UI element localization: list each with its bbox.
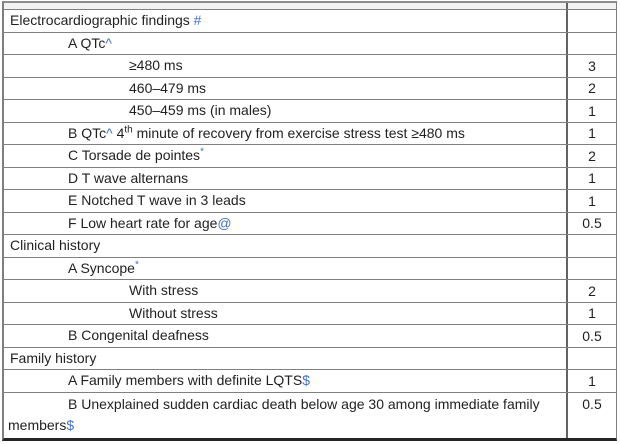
footnote-symbol: * [134,259,139,271]
score-cell [566,348,616,370]
criterion-label [4,100,566,121]
criterion-label [4,348,566,369]
table-row [4,33,616,56]
label-text: E Notched T wave in 3 leads [68,192,246,209]
criterion-label [4,145,566,166]
score-cell: 1 [566,370,616,392]
table-row [4,10,616,33]
criterion-label [4,123,566,144]
table-row [4,78,616,101]
partial-score-cell [566,3,616,9]
footnote-symbol: # [193,12,202,29]
score-cell: 0.5 [566,213,616,235]
table-row [4,190,616,213]
table-row [4,325,616,348]
table-row [4,100,616,123]
label-text: ≥480 ms [129,57,183,74]
label-text: B Congenital deafness [68,327,209,344]
label-text: A QTc [68,34,106,51]
footnote-symbol: ^ [105,34,112,51]
criterion-label [4,393,566,436]
table-row [4,258,616,281]
label-text: B QTc [68,124,107,141]
score-cell [566,33,616,55]
criterion-label [4,303,566,324]
score-cell: 1 [566,168,616,190]
criteria-table [2,1,617,441]
score-cell [566,258,616,280]
label-text: Electrocardiographic findings [10,12,194,29]
label-text: 460–479 ms [129,79,207,96]
table-row [4,55,616,78]
score-cell: 3 [566,55,616,77]
label-text: minute of recovery from exercise stress test ≥480 ms [132,124,465,141]
table-row [4,303,616,326]
score-cell: 1 [566,303,616,325]
footnote-symbol: @ [217,214,232,231]
criterion-label [4,33,566,54]
score-cell: 0.5 [566,393,616,438]
footnote-symbol: $ [66,416,75,433]
score-cell: 1 [566,190,616,212]
table-row [4,348,616,371]
criterion-label [4,235,566,256]
score-cell: 2 [566,78,616,100]
label-text: F Low heart rate for age [68,214,218,231]
table-row [4,168,616,191]
criterion-label [4,190,566,211]
label-text: A Syncope [68,259,135,276]
score-cell: 1 [566,100,616,122]
table-row [4,393,616,438]
score-cell: 0.5 [566,325,616,347]
criterion-label [4,55,566,76]
table-row [4,213,616,236]
criterion-label [4,280,566,301]
label-text: 4 [112,124,125,141]
label-text: C Torsade de pointes [68,147,201,164]
criterion-label [4,78,566,99]
criterion-label [4,258,566,279]
score-cell [566,10,616,32]
footnote-symbol: ^ [106,124,113,141]
label-text: th [124,124,133,136]
footnote-symbol: * [200,146,204,158]
footnote-symbol: $ [302,372,310,389]
label-text: 450–459 ms (in males) [129,102,272,119]
label-text: Family history [10,349,97,366]
score-cell: 2 [566,280,616,302]
label-text: Without stress [129,304,218,321]
label-text: D T wave alternans [68,169,189,186]
table-row [4,370,616,393]
label-text: A Family members with definite LQTS [68,372,303,389]
criterion-label [4,325,566,346]
table-row [4,145,616,168]
table-top-partial-row [4,3,616,10]
criterion-label [4,213,566,234]
criterion-label [4,370,566,391]
table-rows [4,10,616,438]
criterion-label [4,168,566,189]
label-text: B Unexplained sudden cardiac death below age 30 among immediate family members [8,395,540,433]
criterion-label [4,10,566,31]
score-cell: 1 [566,123,616,145]
table-row [4,123,616,146]
score-cell [566,235,616,257]
label-text: Clinical history [10,237,101,254]
score-cell: 2 [566,145,616,167]
table-row [4,280,616,303]
table-row [4,235,616,258]
partial-label-cell [4,3,566,9]
label-text: With stress [129,282,199,299]
